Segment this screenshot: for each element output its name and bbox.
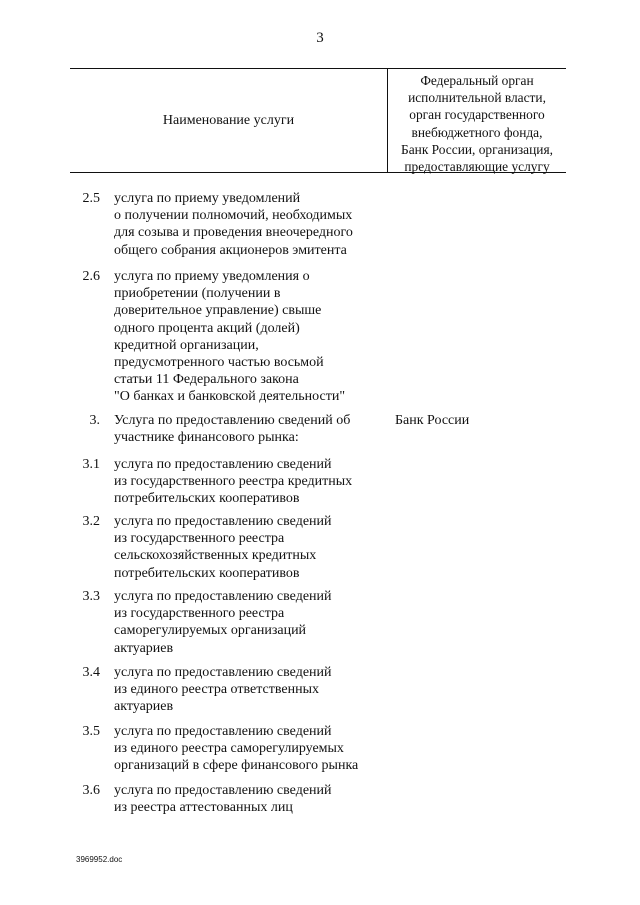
agency-header-line: внебюджетного фонда, xyxy=(411,124,543,140)
service-description xyxy=(114,782,384,816)
description-line: организаций в сфере финансового рынка xyxy=(114,758,359,774)
description-line: "О банках и банковской деятельности" xyxy=(114,389,346,405)
row-number: 2.6 xyxy=(82,269,100,284)
description-line: актуариев xyxy=(114,699,174,715)
agency-name: Банк России xyxy=(395,413,470,428)
row-number: 3.1 xyxy=(82,457,100,472)
description-line: из единого реестра саморегулируемых xyxy=(114,741,344,757)
service-description xyxy=(114,723,384,775)
description-line: услуга по приему уведомлений xyxy=(114,191,301,206)
service-description xyxy=(114,268,384,406)
service-description xyxy=(114,664,384,716)
description-line: предусмотренного частью восьмой xyxy=(114,355,324,371)
agency-header-line: Федеральный орган xyxy=(420,73,534,88)
description-line: услуга по предоставлению сведений xyxy=(114,589,332,604)
table-header xyxy=(70,68,566,173)
description-line: услуга по приему уведомления о xyxy=(114,269,310,284)
description-line: услуга по предоставлению сведений xyxy=(114,783,332,798)
description-line: статьи 11 Федерального закона xyxy=(114,372,299,388)
description-line: из государственного реестра кредитных xyxy=(114,474,353,490)
description-line: из реестра аттестованных лиц xyxy=(114,800,293,816)
description-line: о получении полномочий, необходимых xyxy=(114,208,353,224)
agency-header-line: Банк России, организация, xyxy=(401,141,553,157)
description-line: актуариев xyxy=(114,640,174,656)
document-id: 3969952.doc xyxy=(76,855,123,864)
description-line: услуга по предоставлению сведений xyxy=(114,724,332,739)
row-number: 3. xyxy=(89,413,100,428)
description-line: из государственного реестра xyxy=(114,606,285,622)
service-description xyxy=(114,190,384,259)
page-number: 3 xyxy=(316,30,324,46)
description-line: доверительное управление) свыше xyxy=(114,303,322,319)
description-line: услуга по предоставлению сведений xyxy=(114,457,332,472)
service-description xyxy=(114,588,384,657)
description-line: услуга по предоставлению сведений xyxy=(114,514,332,529)
description-line: для созыва и проведения внеочередного xyxy=(114,225,353,241)
description-line: кредитной организации, xyxy=(114,337,259,353)
description-line: Услуга по предоставлению сведений об xyxy=(114,413,351,428)
description-line: услуга по предоставлению сведений xyxy=(114,665,332,680)
service-name-column-header: Наименование услуги xyxy=(162,112,295,128)
row-number: 3.5 xyxy=(82,724,100,739)
description-line: из государственного реестра xyxy=(114,531,285,547)
description-line: из единого реестра ответственных xyxy=(114,682,319,698)
agency-column-header xyxy=(388,72,566,175)
description-line: сельскохозяйственных кредитных xyxy=(114,548,317,564)
service-description xyxy=(114,456,384,508)
description-line: общего собрания акционеров эмитента xyxy=(114,242,347,258)
row-number: 3.4 xyxy=(82,665,100,680)
description-line: одного процента акций (долей) xyxy=(114,320,300,336)
service-description xyxy=(114,412,384,446)
description-line: потребительских кооперативов xyxy=(114,565,300,581)
row-number: 3.2 xyxy=(82,514,100,529)
description-line: приобретении (получении в xyxy=(114,286,281,302)
description-line: потребительских кооперативов xyxy=(114,491,300,507)
description-line: участнике финансового рынка: xyxy=(114,430,299,446)
service-description xyxy=(114,513,384,582)
agency-header-line: исполнительной власти, xyxy=(408,90,546,106)
agency-header-line: орган государственного xyxy=(409,107,545,123)
row-number: 3.3 xyxy=(82,589,100,604)
row-number: 2.5 xyxy=(82,191,100,206)
row-number: 3.6 xyxy=(82,783,100,798)
description-line: саморегулируемых организаций xyxy=(114,623,307,639)
agency-header-line: предоставляющие услугу xyxy=(404,159,550,175)
